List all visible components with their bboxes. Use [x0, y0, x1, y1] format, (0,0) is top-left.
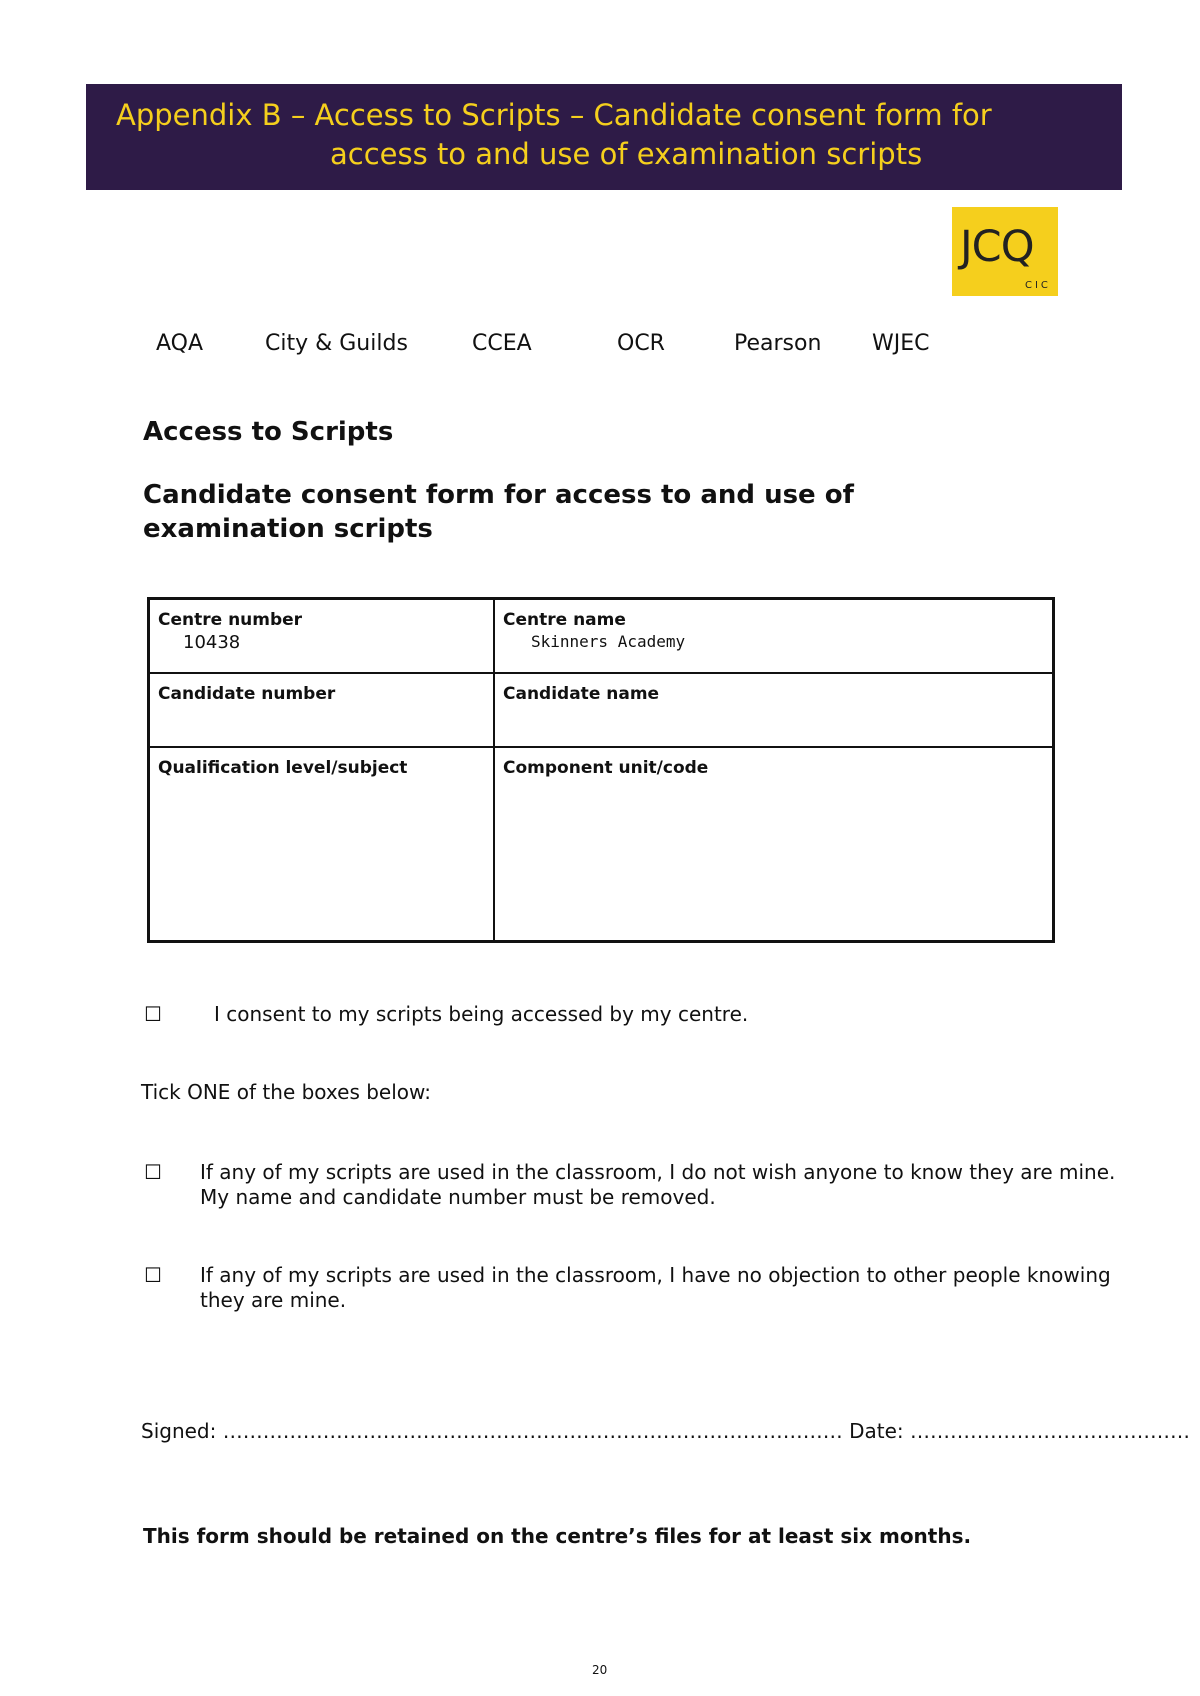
board-aqa: AQA: [156, 331, 204, 356]
candidate-number-label: Candidate number: [158, 684, 336, 704]
option-no-objection-text-2: they are mine.: [200, 1288, 347, 1312]
board-city-guilds: City & Guilds: [265, 331, 408, 356]
jcq-logo-subtext: CIC: [1025, 280, 1051, 291]
qualification-label: Qualification level/subject: [158, 758, 408, 778]
page-number: 20: [592, 1663, 608, 1677]
banner-title-line-1: Appendix B – Access to Scripts – Candidate consent form for: [116, 98, 992, 132]
centre-number-value: 10438: [183, 632, 241, 653]
board-ccea: CCEA: [472, 331, 532, 356]
candidate-name-label: Candidate name: [503, 684, 660, 704]
jcq-logo: [952, 207, 1058, 296]
banner-title-line-2: access to and use of examination scripts: [330, 137, 923, 171]
board-pearson: Pearson: [734, 331, 822, 356]
tick-instruction: Tick ONE of the boxes below:: [141, 1080, 432, 1104]
centre-number-cell[interactable]: [150, 600, 495, 674]
option-anonymous-checkbox[interactable]: ☐: [144, 1160, 162, 1184]
consent-checkbox[interactable]: ☐: [144, 1002, 162, 1026]
page-subheading: Candidate consent form for access to and use of examination scripts: [143, 480, 854, 544]
centre-number-label: Centre number: [158, 610, 303, 630]
option-anonymous-text-1: If any of my scripts are used in the classroom, I do not wish anyone to know they are mine.: [200, 1160, 1116, 1184]
board-wjec: WJEC: [872, 331, 930, 356]
jcq-logo-text: JCQ: [960, 222, 1034, 272]
centre-name-cell[interactable]: [495, 600, 1052, 674]
candidate-number-cell[interactable]: [150, 674, 495, 748]
centre-name-value: Skinners Academy: [531, 632, 686, 651]
option-no-objection-checkbox[interactable]: ☐: [144, 1263, 162, 1287]
consent-text: I consent to my scripts being accessed by my centre.: [214, 1002, 749, 1026]
title-banner: [86, 84, 1122, 190]
qualification-cell[interactable]: [150, 748, 495, 940]
option-anonymous-text-2: My name and candidate number must be removed.: [200, 1185, 716, 1209]
centre-name-label: Centre name: [503, 610, 626, 630]
component-cell[interactable]: [495, 748, 1052, 940]
retention-note: This form should be retained on the centre’s files for at least six months.: [143, 1524, 972, 1548]
candidate-name-cell[interactable]: [495, 674, 1052, 748]
board-ocr: OCR: [617, 331, 665, 356]
candidate-details-table: [147, 597, 1055, 943]
page-heading: Access to Scripts: [143, 417, 394, 447]
component-label: Component unit/code: [503, 758, 709, 778]
signature-date-line[interactable]: Signed: ………………………………………………………………………………… Date: ……………………………………: [141, 1419, 1190, 1443]
option-no-objection-text-1: If any of my scripts are used in the classroom, I have no objection to other people knowing: [200, 1263, 1111, 1287]
